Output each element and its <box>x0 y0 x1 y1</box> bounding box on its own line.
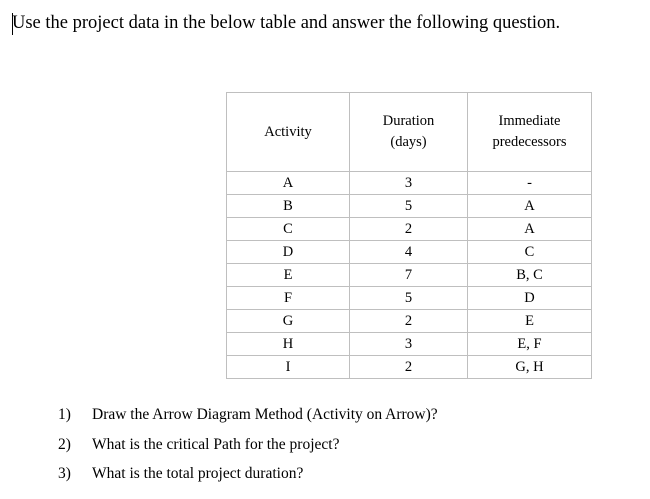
duration-cell: 3 <box>350 172 468 195</box>
question-text: Draw the Arrow Diagram Method (Activity on Arrow)? <box>92 406 438 423</box>
table-row <box>227 356 592 379</box>
header-duration-line2: (days) <box>390 134 427 150</box>
activity-cell: I <box>227 356 350 379</box>
table-row <box>227 333 592 356</box>
table-header-row <box>227 93 592 172</box>
question-number: 1) <box>58 406 71 423</box>
table-row <box>227 264 592 287</box>
predecessors-cell: - <box>468 172 592 195</box>
activity-cell: B <box>227 195 350 218</box>
predecessors-cell: A <box>468 218 592 241</box>
question-list <box>58 405 438 494</box>
activity-cell: G <box>227 310 350 333</box>
question-number: 3) <box>58 465 71 482</box>
predecessors-cell: C <box>468 241 592 264</box>
header-activity-label: Activity <box>264 123 312 140</box>
header-duration <box>350 93 468 172</box>
activity-cell: D <box>227 241 350 264</box>
duration-cell: 2 <box>350 218 468 241</box>
table-row <box>227 218 592 241</box>
duration-cell: 4 <box>350 241 468 264</box>
predecessors-cell: E, F <box>468 333 592 356</box>
table-row <box>227 241 592 264</box>
predecessors-cell: A <box>468 195 592 218</box>
duration-cell: 5 <box>350 287 468 310</box>
table-row <box>227 287 592 310</box>
question-item <box>58 405 438 435</box>
header-predecessors-line1: Immediate <box>498 113 561 129</box>
duration-cell: 7 <box>350 264 468 287</box>
activity-cell: C <box>227 218 350 241</box>
duration-cell: 2 <box>350 356 468 379</box>
question-item <box>58 435 438 465</box>
activity-cell: A <box>227 172 350 195</box>
question-number: 2) <box>58 435 71 453</box>
duration-cell: 3 <box>350 333 468 356</box>
activity-cell: F <box>227 287 350 310</box>
predecessors-cell: B, C <box>468 264 592 287</box>
predecessors-cell: G, H <box>468 356 592 379</box>
predecessors-cell: D <box>468 287 592 310</box>
table-row <box>227 195 592 218</box>
table-row <box>227 172 592 195</box>
intro-text: Use the project data in the below table and answer the following question. <box>12 13 561 33</box>
question-text: What is the total project duration? <box>92 465 304 482</box>
predecessors-cell: E <box>468 310 592 333</box>
question-item <box>58 464 438 494</box>
table-row <box>227 310 592 333</box>
activity-cell: E <box>227 264 350 287</box>
project-data-table <box>226 92 592 379</box>
header-predecessors-line2: predecessors <box>492 134 567 150</box>
header-activity <box>227 93 350 172</box>
header-duration-line1: Duration <box>382 113 435 129</box>
duration-cell: 2 <box>350 310 468 333</box>
header-predecessors <box>468 93 592 172</box>
question-text: What is the critical Path for the project? <box>92 435 340 453</box>
duration-cell: 5 <box>350 195 468 218</box>
activity-cell: H <box>227 333 350 356</box>
